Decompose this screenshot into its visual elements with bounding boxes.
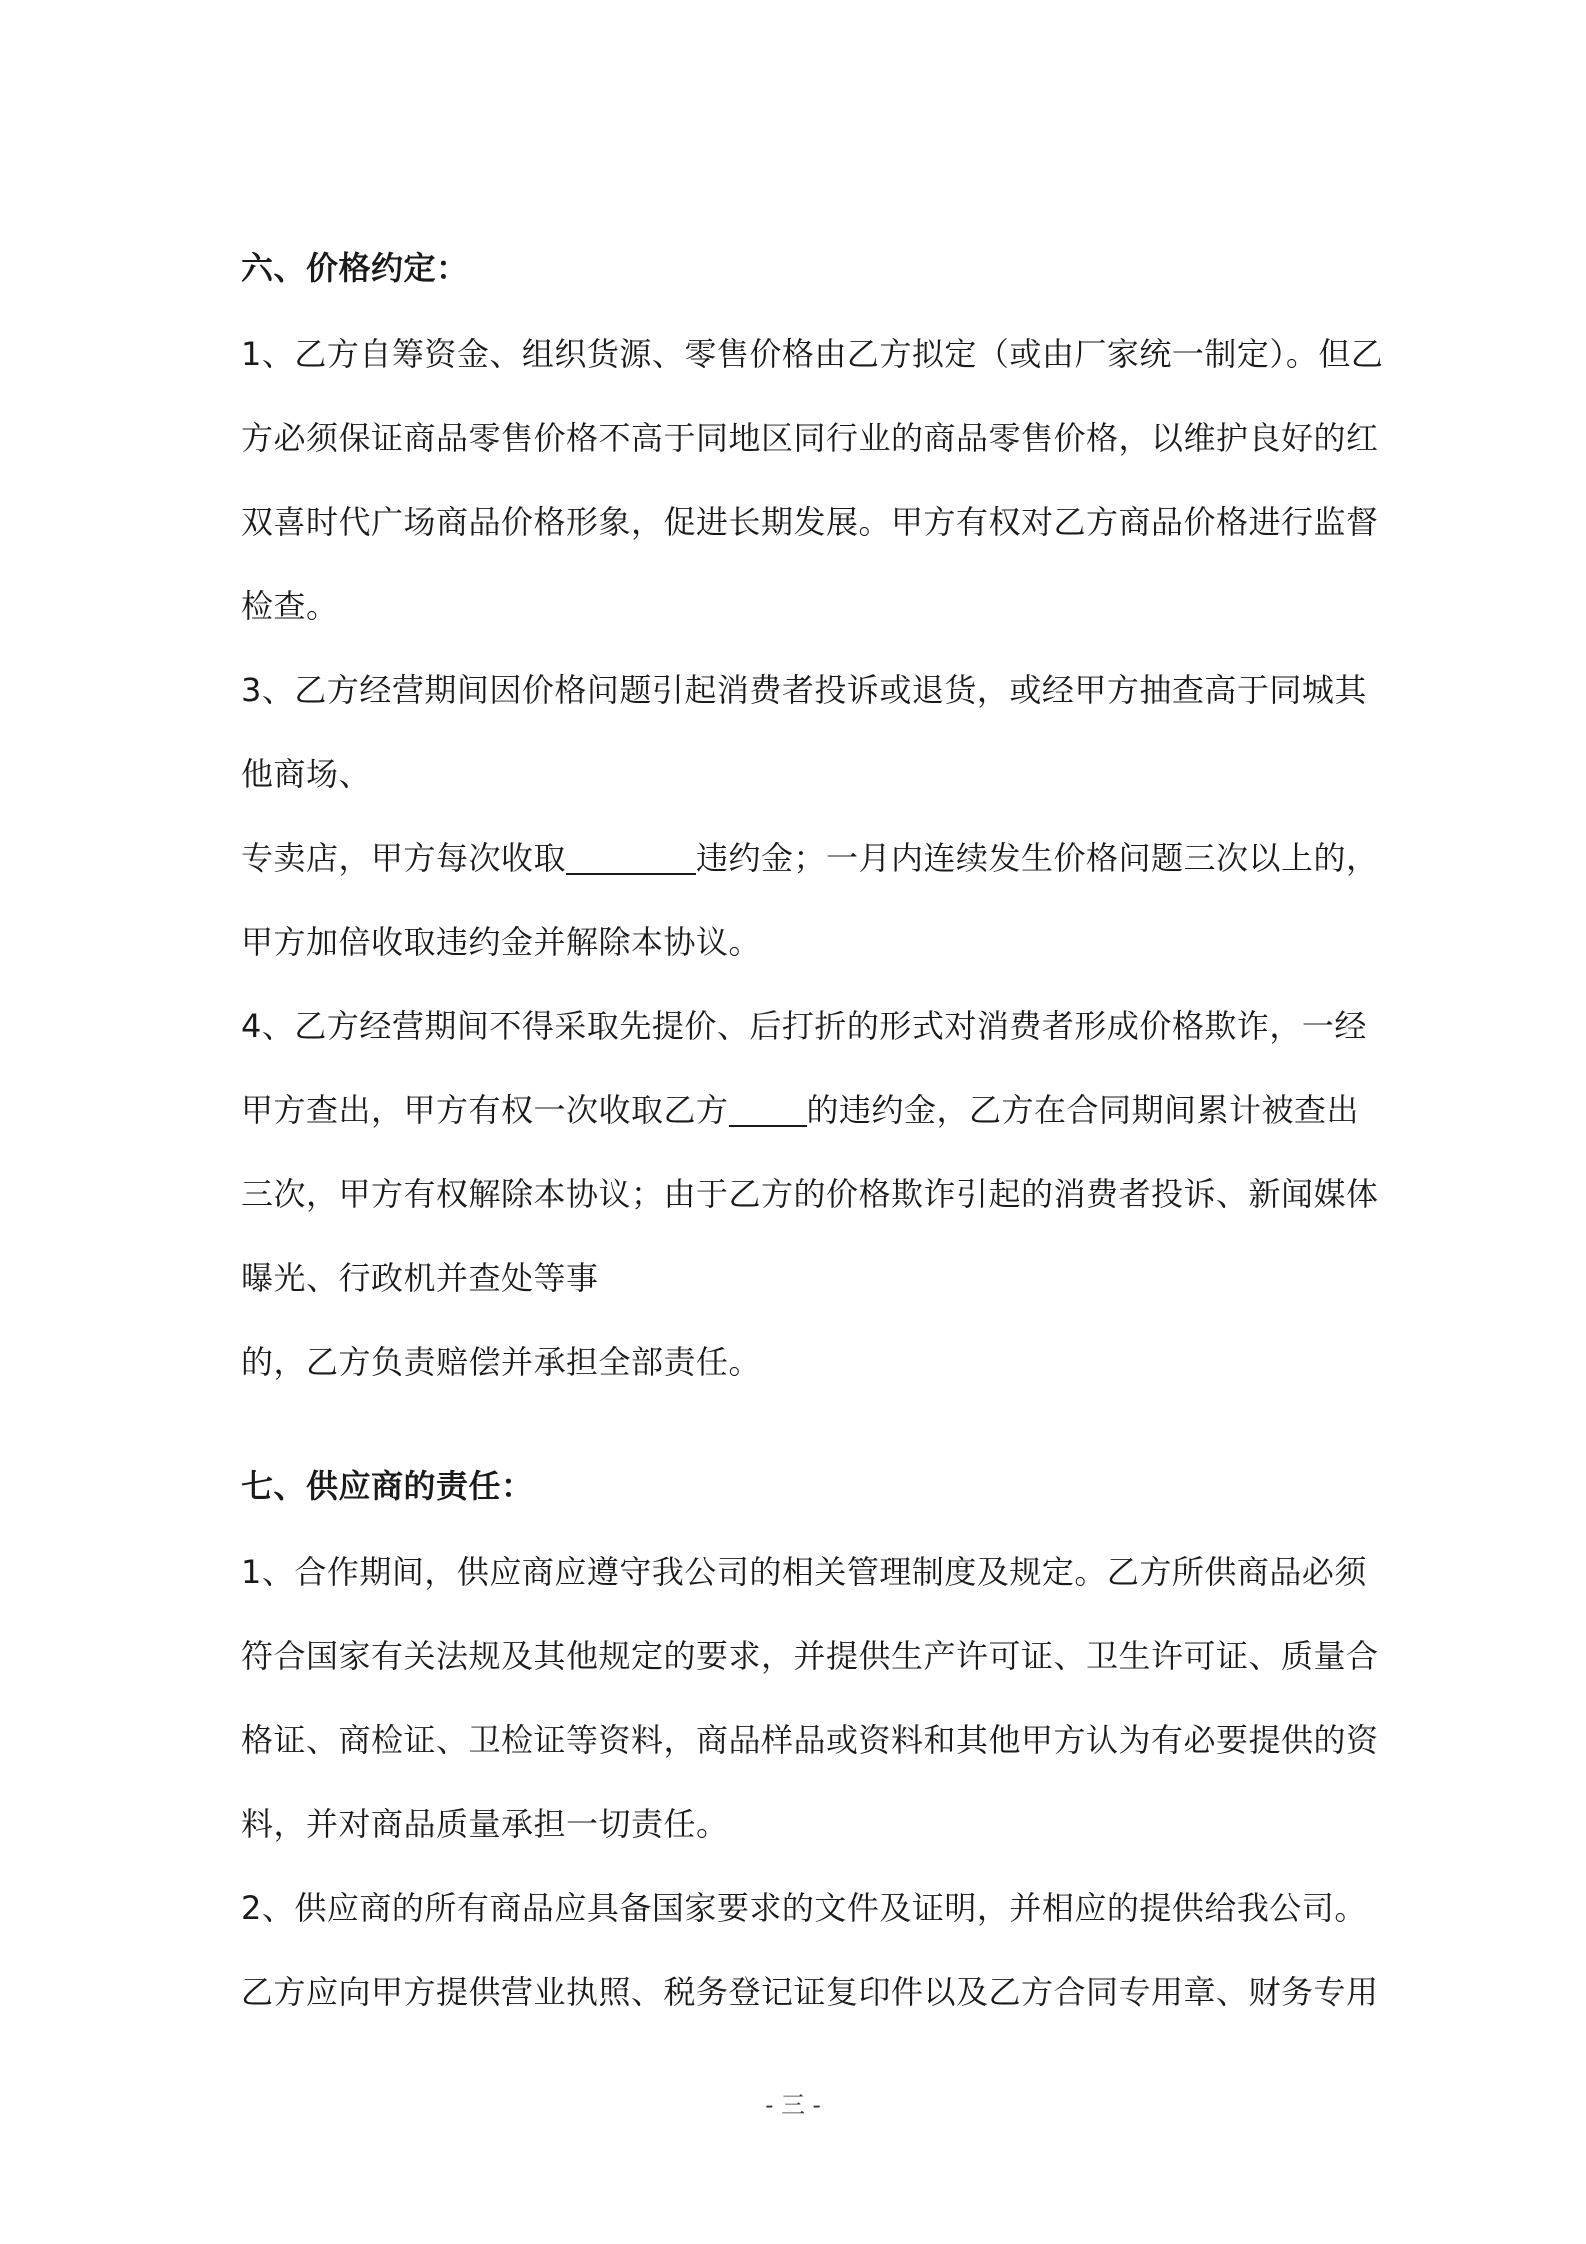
section-6-item-4-line-1: 4、乙方经营期间不得采取先提价、后打折的形式对消费者形成价格欺诈，一经 bbox=[241, 1007, 1367, 1045]
section-6-item-1-line-4: 检查。 bbox=[241, 587, 339, 625]
page-number: - 三 - bbox=[765, 2091, 821, 2119]
section-6-item-3-line-2: 他商场、 bbox=[241, 755, 372, 793]
section-7-item-1-line-4: 料，并对商品质量承担一切责任。 bbox=[241, 1805, 729, 1843]
section-6-heading: 六、价格约定： bbox=[241, 249, 469, 287]
section-6-item-3-line-3 bbox=[241, 838, 1379, 878]
fill-in-blank bbox=[729, 1091, 807, 1127]
section-6-item-1-line-2: 方必须保证商品零售价格不高于同地区同行业的商品零售价格，以维护良好的红 bbox=[241, 419, 1379, 457]
section-6-item-4-line-4: 曝光、行政机并查处等事 bbox=[241, 1259, 599, 1297]
section-6-item-1-line-3: 双喜时代广场商品价格形象，促进长期发展。甲方有权对乙方商品价格进行监督 bbox=[241, 503, 1379, 541]
fill-in-blank bbox=[566, 839, 696, 875]
section-7-heading: 七、供应商的责任： bbox=[241, 1467, 534, 1505]
section-7-item-2-line-1: 2、供应商的所有商品应具备国家要求的文件及证明，并相应的提供给我公司。 bbox=[241, 1889, 1367, 1927]
section-6-item-4-line-5: 的，乙方负责赔偿并承担全部责任。 bbox=[241, 1343, 762, 1381]
text-segment: 违约金；一月内连续发生价格问题三次以上的， bbox=[696, 839, 1379, 877]
section-6-item-3-line-1: 3、乙方经营期间因价格问题引起消费者投诉或退货，或经甲方抽查高于同城其 bbox=[241, 671, 1367, 709]
section-7-item-1-line-3: 格证、商检证、卫检证等资料，商品样品或资料和其他甲方认为有必要提供的资 bbox=[241, 1721, 1379, 1759]
section-6-item-1-line-1: 1、乙方自筹资金、组织货源、零售价格由乙方拟定（或由厂家统一制定）。但乙 bbox=[241, 335, 1384, 373]
section-7-item-1-line-1: 1、合作期间，供应商应遵守我公司的相关管理制度及规定。乙方所供商品必须 bbox=[241, 1553, 1367, 1591]
section-7-item-1-line-2: 符合国家有关法规及其他规定的要求，并提供生产许可证、卫生许可证、质量合 bbox=[241, 1637, 1379, 1675]
section-6-item-4-line-2 bbox=[241, 1090, 1359, 1130]
text-segment: 甲方查出，甲方有权一次收取乙方 bbox=[241, 1091, 729, 1129]
section-6-item-4-line-3: 三次，甲方有权解除本协议；由于乙方的价格欺诈引起的消费者投诉、新闻媒体 bbox=[241, 1175, 1379, 1213]
section-7-item-2-line-2: 乙方应向甲方提供营业执照、税务登记证复印件以及乙方合同专用章、财务专用 bbox=[241, 1973, 1379, 2011]
section-6-item-3-line-4: 甲方加倍收取违约金并解除本协议。 bbox=[241, 923, 762, 961]
text-segment: 专卖店，甲方每次收取 bbox=[241, 839, 567, 877]
text-segment: 的违约金，乙方在合同期间累计被查出 bbox=[806, 1091, 1360, 1129]
